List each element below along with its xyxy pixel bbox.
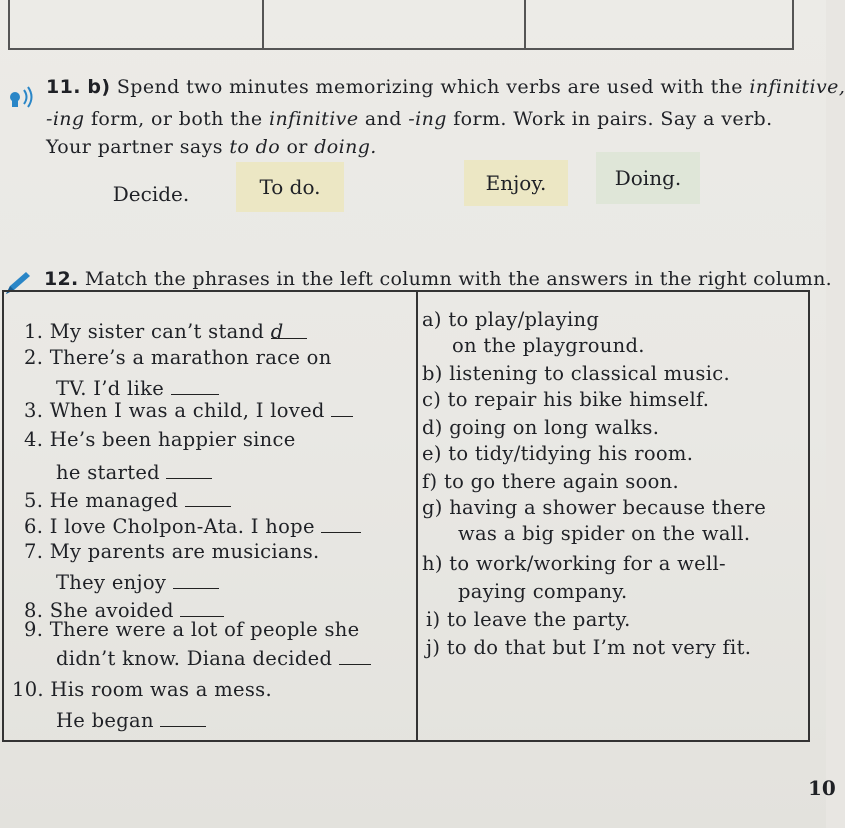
left-item-cont: He began — [56, 708, 206, 732]
instruction-text: Match the phrases in the left column with the answers in the right column. — [84, 268, 832, 290]
left-item: 2. There’s a marathon race on — [24, 346, 332, 369]
answer-blank[interactable] — [180, 598, 224, 617]
answer-blank[interactable] — [166, 460, 212, 479]
right-item-cont: was a big spider on the wall. — [458, 522, 751, 545]
verb-card-decide: Decide. — [112, 182, 190, 206]
exercise-part: b) — [87, 76, 111, 98]
answer-blank[interactable] — [171, 376, 219, 395]
right-item: f) to go there again soon. — [422, 470, 680, 493]
instruction-text: form. Work in pairs. Say a verb. — [446, 108, 773, 130]
right-item: h) to work/working for a well- — [422, 552, 726, 575]
left-item: 1. My sister can’t stand d — [24, 320, 307, 343]
instruction-italic: -ing — [408, 108, 447, 130]
right-item: a) to play/playing — [422, 308, 600, 331]
filled-answer: d — [270, 320, 284, 343]
left-item: 10. His room was a mess. — [12, 678, 272, 701]
right-item: b) listening to classical music. — [422, 362, 730, 385]
instruction-italic: -ing — [46, 108, 85, 130]
right-item-cont: paying company. — [458, 580, 628, 603]
right-item: i) to leave the party. — [426, 608, 631, 631]
column-divider — [416, 292, 418, 740]
exercise-number: 12. — [44, 268, 79, 290]
answer-blank[interactable] — [339, 646, 371, 665]
previous-table — [8, 0, 794, 50]
answer-blank[interactable] — [321, 514, 361, 533]
answer-blank[interactable] — [160, 708, 206, 727]
audio-icon — [6, 84, 38, 110]
instruction-text: or — [280, 136, 315, 158]
answer-blank[interactable] — [173, 570, 219, 589]
page-number: 10 — [808, 776, 836, 800]
left-item: 9. There were a lot of people she — [24, 618, 360, 641]
left-item: 7. My parents are musicians. — [24, 540, 320, 563]
answer-blank[interactable] — [185, 488, 231, 507]
instruction-italic: to do — [229, 136, 281, 158]
left-item: 3. When I was a child, I loved — [24, 398, 353, 422]
verb-card-enjoy: Enjoy. — [464, 160, 568, 206]
left-item: 4. He’s been happier since — [24, 428, 296, 451]
instruction-text: Your partner says — [46, 136, 230, 158]
right-item-cont: on the playground. — [452, 334, 645, 357]
table-divider — [524, 0, 526, 48]
right-item: d) going on long walks. — [422, 416, 660, 439]
instruction-italic: doing. — [314, 136, 377, 158]
left-item: 8. She avoided — [24, 598, 224, 622]
right-item: e) to tidy/tidying his room. — [422, 442, 694, 465]
left-item-cont: didn’t know. Diana decided — [56, 646, 371, 670]
instruction-italic: infinitive — [269, 108, 359, 130]
verb-card-to-do: To do. — [236, 162, 344, 212]
instruction-text: and — [358, 108, 409, 130]
left-item-cont: he started — [56, 460, 212, 484]
exercise-12-instruction — [44, 268, 832, 290]
left-item-cont: TV. I’d like — [56, 376, 219, 400]
left-item: 6. I love Cholpon-Ata. I hope — [24, 514, 361, 538]
instruction-text: Spend two minutes memorizing which verbs are used with the — [116, 76, 750, 98]
answer-blank[interactable] — [331, 398, 353, 417]
right-item: j) to do that but I’m not very fit. — [426, 636, 752, 659]
left-item-cont: They enjoy — [56, 570, 219, 594]
instruction-italic: infinitive, — [749, 76, 845, 98]
right-item: c) to repair his bike himself. — [422, 388, 710, 411]
exercise-number: 11. — [46, 76, 81, 98]
left-item: 5. He managed — [24, 488, 231, 512]
table-divider — [262, 0, 264, 48]
right-item: g) having a shower because there — [422, 496, 767, 519]
instruction-text: form, or both the — [84, 108, 270, 130]
verb-card-doing: Doing. — [596, 152, 700, 204]
